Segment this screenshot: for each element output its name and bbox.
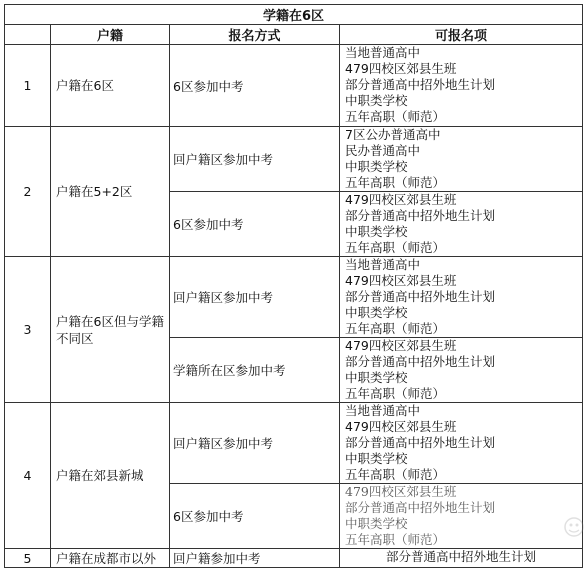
- table-title: 学籍在6区: [5, 5, 583, 25]
- option-item: 中职类学校: [345, 516, 408, 531]
- row-number: 4: [5, 403, 51, 549]
- option-item: 五年高职（师范）: [345, 386, 446, 401]
- options-cell: [340, 45, 583, 127]
- option-item: 部分普通高中招外地生计划: [345, 354, 496, 369]
- method-cell: 6区参加中考: [170, 484, 340, 549]
- option-item: 部分普通高中招外地生计划: [345, 289, 496, 304]
- options-cell: [340, 338, 583, 403]
- options-cell: [340, 549, 583, 568]
- option-item: 当地普通高中: [345, 257, 421, 272]
- options-cell: [340, 403, 583, 484]
- option-item: 479四校区郊县生班: [345, 484, 457, 499]
- option-item: 五年高职（师范）: [345, 532, 446, 547]
- hukou-cell: 户籍在成都市以外: [51, 549, 170, 568]
- option-item: 部分普通高中招外地生计划: [345, 435, 496, 450]
- option-item: 部分普通高中招外地生计划: [386, 549, 537, 564]
- options-cell: [340, 192, 583, 257]
- method-cell: 6区参加中考: [170, 45, 340, 127]
- options-cell: [340, 484, 583, 549]
- table-row: [5, 127, 583, 192]
- hukou-cell: 户籍在6区: [51, 45, 170, 127]
- option-item: 479四校区郊县生班: [345, 419, 457, 434]
- hukou-cell: 户籍在6区但与学籍不同区: [51, 257, 170, 403]
- method-cell: 学籍所在区参加中考: [170, 338, 340, 403]
- option-item: 部分普通高中招外地生计划: [345, 500, 496, 515]
- option-item: 中职类学校: [345, 451, 408, 466]
- option-item: 民办普通高中: [345, 143, 421, 158]
- option-item: 中职类学校: [345, 159, 408, 174]
- enrollment-table: [4, 4, 583, 568]
- method-cell: 回户籍区参加中考: [170, 127, 340, 192]
- option-item: 中职类学校: [345, 305, 408, 320]
- option-item: 五年高职（师范）: [345, 109, 446, 124]
- header-method: 报名方式: [170, 25, 340, 45]
- option-item: 当地普通高中: [345, 403, 421, 418]
- method-cell: 回户籍参加中考: [170, 549, 340, 568]
- option-item: 中职类学校: [345, 224, 408, 239]
- header-options: 可报名项: [340, 25, 583, 45]
- header-hukou: 户籍: [51, 25, 170, 45]
- option-item: 五年高职（师范）: [345, 240, 446, 255]
- options-cell: [340, 257, 583, 338]
- hukou-cell: 户籍在5+2区: [51, 127, 170, 257]
- method-cell: 6区参加中考: [170, 192, 340, 257]
- option-item: 479四校区郊县生班: [345, 338, 457, 353]
- options-cell: [340, 127, 583, 192]
- option-item: 479四校区郊县生班: [345, 61, 457, 76]
- table-row: [5, 549, 583, 568]
- watermark-logo-icon: [563, 516, 585, 538]
- row-number: 3: [5, 257, 51, 403]
- option-item: 部分普通高中招外地生计划: [345, 208, 496, 223]
- option-item: 479四校区郊县生班: [345, 273, 457, 288]
- option-item: 中职类学校: [345, 370, 408, 385]
- option-item: 五年高职（师范）: [345, 321, 446, 336]
- option-item: 中职类学校: [345, 93, 408, 108]
- row-number: 5: [5, 549, 51, 568]
- header-number: [5, 25, 51, 45]
- row-number: 2: [5, 127, 51, 257]
- table-row: [5, 257, 583, 338]
- table-row: [5, 45, 583, 127]
- option-item: 部分普通高中招外地生计划: [345, 77, 496, 92]
- option-item: 当地普通高中: [345, 45, 421, 60]
- method-cell: 回户籍区参加中考: [170, 403, 340, 484]
- method-cell: 回户籍区参加中考: [170, 257, 340, 338]
- option-item: 7区公办普通高中: [345, 127, 441, 142]
- option-item: 479四校区郊县生班: [345, 192, 457, 207]
- option-item: 五年高职（师范）: [345, 467, 446, 482]
- table-row: [5, 403, 583, 484]
- row-number: 1: [5, 45, 51, 127]
- option-item: 五年高职（师范）: [345, 175, 446, 190]
- hukou-cell: 户籍在郊县新城: [51, 403, 170, 549]
